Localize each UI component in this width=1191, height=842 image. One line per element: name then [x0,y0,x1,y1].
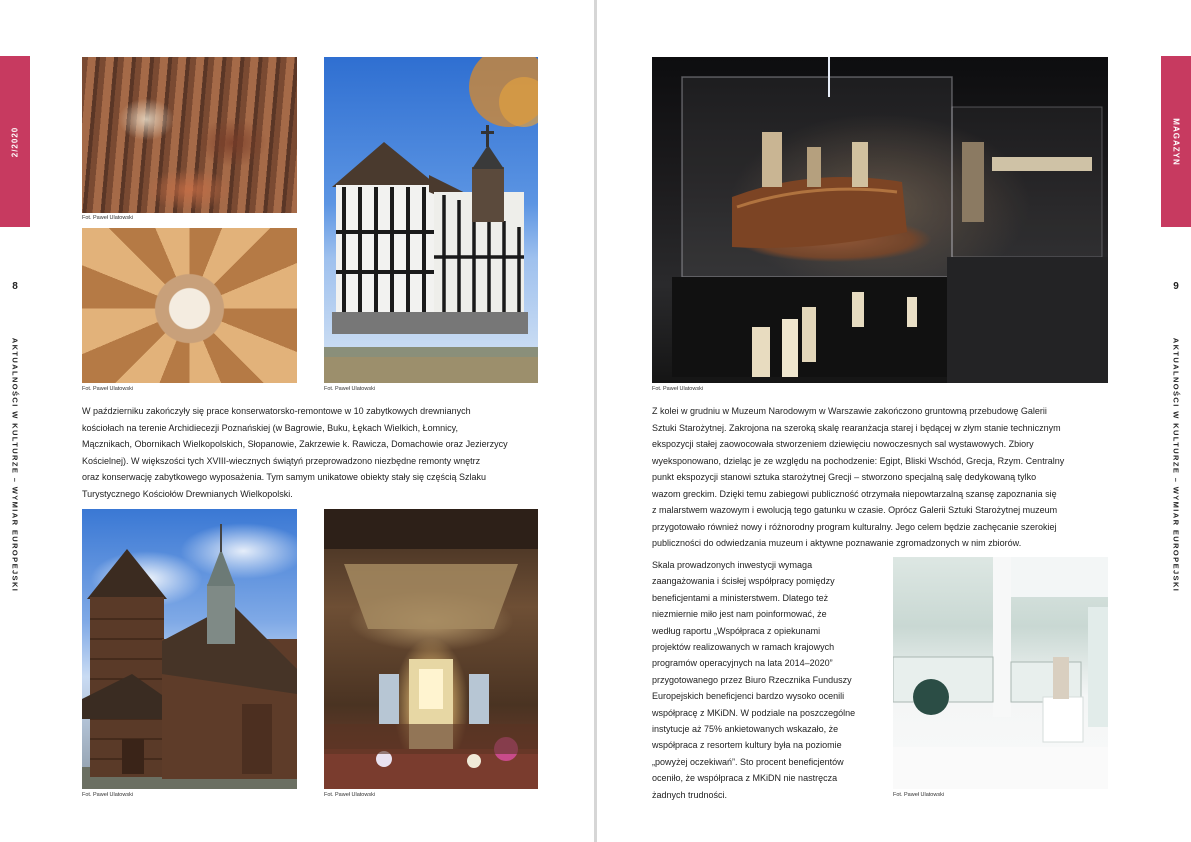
church-interior-photo [324,509,538,789]
museum-sarcophagus-photo [652,57,1108,383]
photo-caption: Fot. Paweł Ulatowski [82,792,134,798]
text-line: Turystycznego Kościołów Drewnianych Wielkopolski. [82,488,293,499]
text-line: Sztuki Starożytnej. Zakrojona na szeroką skalę rearanżacja starej i będącej w złym stanie technicznym [652,422,1061,433]
photo-caption: Fot. Paweł Ulatowski [324,792,376,798]
magazine-tab [1161,56,1191,227]
museum-illustration [652,57,1108,383]
section-label [1161,335,1191,595]
half-timbered-church-photo [324,57,538,383]
right-page [597,0,1191,842]
section-label-text: AKTUALNOŚCI W KULTURZE – WYMIAR EUROPEJSKI [10,337,20,593]
text-line: zaangażowania i ścisłej współpracy pomiędzy [652,576,835,587]
text-line: współpraca z resortem kultury była na poziomie [652,740,842,751]
text-line: Europejskich beneficjenci bardzo wysoko ocenili [652,691,845,702]
gallery-illustration [893,557,1108,789]
photo-caption: Fot. Paweł Ulatowski [652,386,704,392]
photo-caption: Fot. Paweł Ulatowski [893,792,945,798]
page-number: 8 [12,281,18,292]
text-line: wazom greckim. Dzięki temu zabiegowi publiczność otrzymała niepowtarzalną szansę zapoznania się [652,488,1057,499]
text-line: żadnych trudności. [652,789,728,800]
church-illustration [324,57,538,383]
text-line: oceniło, że współpraca z MKiDN nie nastręcza [652,773,838,784]
text-line: Mącznikach, Obornikach Wielkopolskich, Słopanowie, Zakrzewie k. Rawicza, Domachowie oraz Jezierzycy [82,439,508,449]
text-line: instytucje aż 75% ankietowanych wskazało, że [652,724,839,735]
text-line: Skala prowadzonych inwestycji wymaga [652,560,813,570]
article-paragraph [82,403,542,502]
text-line: współpracę z MKiDN. W podziale na poszczególne [652,707,856,718]
issue-label: 2/2020 [10,126,20,157]
text-line: z malarstwem wazowym i ewolucją tego gatunku w czasie. Oprócz Galerii Sztuki Starożytnej muzeum [652,505,1058,515]
photo-caption: Fot. Paweł Ulatowski [324,386,376,392]
text-line: W październiku zakończyły się prace konserwatorsko-remontowe w 10 zabytkowych drewnianych [82,406,471,416]
text-line: Z kolei w grudniu w Muzeum Narodowym w Warszawie zakończono gruntowną przebudowę Galerii [652,406,1047,416]
wooden-church-photo [82,509,297,789]
text-line: Kościelnej). W większości tych XVIII-wiecznych świątyń przeprowadzono niezbędne remonty wnętrz [82,455,481,466]
column-paragraph [652,557,877,803]
fresco-photo [82,57,297,213]
article-paragraph [652,403,1122,552]
text-line: przygotowanego przez Biuro Rzecznika Funduszy [652,674,852,685]
text-line: „powyżej oczekiwań”. Sto procent beneficjentów [652,756,844,767]
page-number: 9 [1173,281,1179,292]
text-line: projektów realizowanych w ramach krajowych [652,642,835,653]
section-label-text: AKTUALNOŚCI W KULTURZE – WYMIAR EUROPEJSKI [1171,337,1181,593]
text-line: według raportu „Współpraca z opiekunami [652,625,821,636]
interior-illustration [324,509,538,789]
text-line: programów operacyjnych na lata 2014–2020” [652,658,833,669]
text-line: przygotowało również nowy i różnorodny program kulturalny. Jego celem będzie zachęcanie szerokiej [652,521,1057,532]
photo-caption: Fot. Paweł Ulatowski [82,215,134,221]
text-line: ekspozycji stałej zaowocowała stworzeniem dziewięciu nowoczesnych sal wystawowych. Zbiory [652,439,1034,449]
section-label [0,335,30,595]
text-line: kościołach na terenie Archidiecezji Poznańskiej (w Bagrowie, Buku, Łękach Wielkich, Łomnicy, [82,422,459,433]
text-line: oraz konserwację zabytkowego wyposażenia. Tym samym unikatowe obiekty stały się częścią Szlaku [82,472,487,482]
text-line: niezmiernie miło jest nam poinformować, że [652,609,827,620]
gallery-hall-photo [893,557,1108,789]
left-page [0,0,594,842]
issue-tab [0,56,30,227]
magazine-label: MAGAZYN [1171,117,1181,166]
text-line: wyeksponowano, dzieląc je ze względu na pochodzenie: Egipt, Bliski Wschód, Grecja, Rzym. Centralny [652,455,1065,466]
text-line: publiczności do odwiedzania muzeum i aktywne poznawanie zgromadzonych w nim zbiorów. [652,538,1022,548]
painted-ceiling-photo [82,228,297,383]
photo-caption: Fot. Paweł Ulatowski [82,386,134,392]
text-line: beneficjentami a ministerstwem. Dlatego też [652,592,829,603]
wooden-church-illustration [82,509,297,789]
text-line: punkt ekspozycji stanowi sztuka starożytnej Grecji – stworzono specjalną salę dedykowaną tylko [652,472,1037,482]
